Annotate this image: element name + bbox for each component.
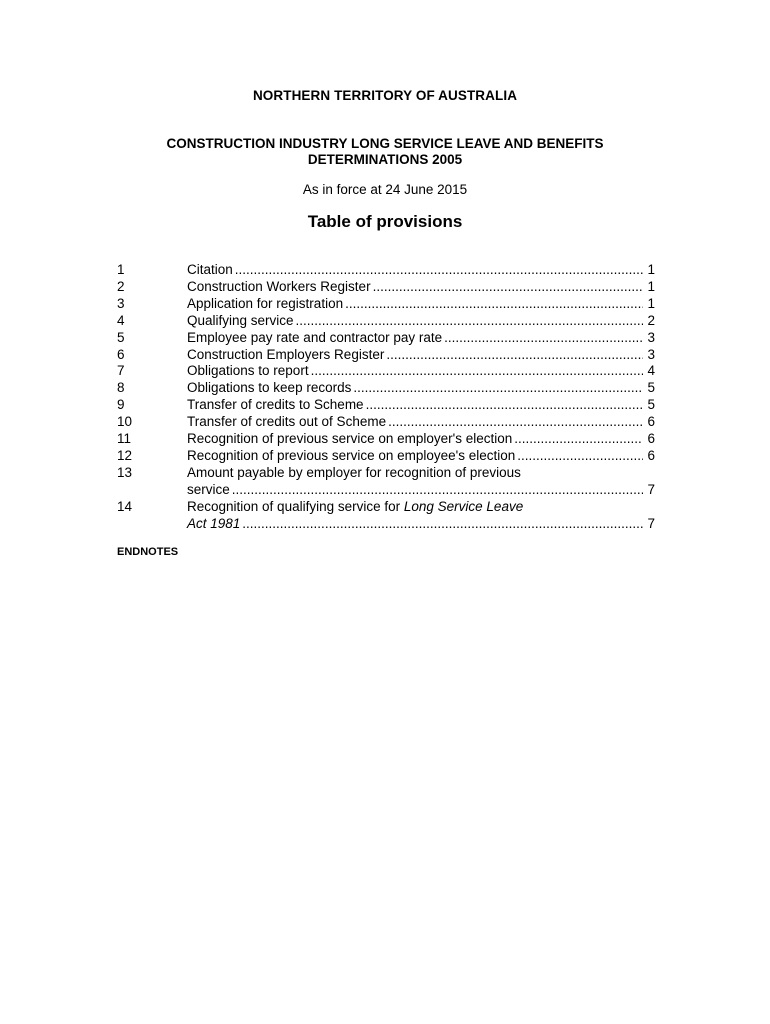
dot-leader (444, 330, 643, 347)
toc-entry-title: Construction Workers Register (187, 278, 371, 294)
toc-entry-12[interactable] (117, 448, 655, 465)
toc-entry-page: 1 (647, 278, 655, 294)
toc-entry-title-italic: Long Service Leave (403, 498, 524, 514)
toc-entry-14[interactable] (117, 499, 655, 533)
toc-entry-page: 6 (647, 431, 655, 447)
document-title-line-2: DETERMINATIONS 2005 (307, 152, 463, 167)
toc-entry-number: 2 (117, 278, 125, 294)
dot-leader (366, 397, 643, 414)
dot-leader (345, 296, 643, 313)
endnotes-heading[interactable]: ENDNOTES (117, 546, 179, 558)
toc-entry-title-italic-2: Act 1981 (187, 515, 241, 531)
toc-entry-page: 7 (647, 481, 655, 497)
dot-leader (232, 482, 643, 499)
toc-entry-number: 11 (117, 431, 132, 447)
toc-entry-page: 6 (647, 414, 655, 430)
toc-entry-3[interactable] (117, 296, 655, 313)
table-of-provisions (117, 262, 655, 533)
toc-entry-number: 14 (117, 498, 133, 514)
toc-entry-page: 2 (647, 312, 655, 328)
toc-entry-9[interactable] (117, 397, 655, 414)
toc-entry-page: 6 (647, 447, 655, 463)
jurisdiction-heading: NORTHERN TERRITORY OF AUSTRALIA (252, 88, 518, 103)
toc-entry-page: 5 (647, 380, 655, 396)
toc-entry-page: 1 (647, 295, 655, 311)
toc-entry-page: 3 (647, 346, 655, 362)
toc-entry-page: 4 (647, 363, 655, 379)
toc-entry-6[interactable] (117, 347, 655, 364)
toc-entry-title: Citation (187, 262, 233, 277)
toc-entry-page: 7 (647, 515, 655, 531)
in-force-date: As in force at 24 June 2015 (302, 182, 468, 197)
toc-entry-title: Transfer of credits to Scheme (187, 397, 364, 413)
toc-entry-title: Construction Employers Register (187, 346, 385, 362)
toc-entry-title-line-1: Amount payable by employer for recognition of previous (187, 464, 521, 480)
document-title (0, 136, 770, 168)
document-title-line-1: CONSTRUCTION INDUSTRY LONG SERVICE LEAVE AND BENEFITS (166, 136, 604, 151)
toc-entry-5[interactable] (117, 330, 655, 347)
dot-leader (373, 279, 643, 296)
toc-entry-title-line-1 (187, 499, 525, 516)
toc-entry-number: 8 (117, 380, 125, 396)
toc-heading: Table of provisions (307, 212, 463, 231)
toc-entry-number: 13 (117, 464, 133, 480)
dot-leader (386, 347, 643, 364)
toc-entry-number: 7 (117, 363, 125, 379)
toc-entry-title: Obligations to keep records (187, 380, 352, 396)
toc-entry-page: 1 (647, 262, 655, 277)
dot-leader (353, 380, 643, 397)
dot-leader (388, 414, 643, 431)
toc-entry-1[interactable] (117, 262, 655, 279)
toc-entry-title: Recognition of previous service on employee's election (187, 447, 516, 463)
toc-entry-11[interactable] (117, 431, 655, 448)
toc-entry-number: 10 (117, 414, 133, 430)
toc-entry-title-line-2: service (187, 481, 230, 497)
dot-leader (235, 262, 643, 279)
toc-entry-number: 12 (117, 447, 133, 463)
toc-entry-title: Employee pay rate and contractor pay rate (187, 329, 443, 345)
toc-entry-title: Recognition of previous service on employer's election (187, 431, 513, 447)
toc-entry-number: 3 (117, 295, 125, 311)
dot-leader (514, 431, 643, 448)
toc-entry-2[interactable] (117, 279, 655, 296)
toc-entry-13[interactable] (117, 465, 655, 499)
toc-entry-number: 1 (117, 262, 125, 277)
toc-entry-8[interactable] (117, 380, 655, 397)
toc-entry-title: Qualifying service (187, 312, 294, 328)
toc-entry-4[interactable] (117, 313, 655, 330)
toc-entry-number: 9 (117, 397, 125, 413)
toc-entry-title: Obligations to report (187, 363, 309, 379)
toc-entry-number: 6 (117, 346, 125, 362)
toc-entry-10[interactable] (117, 414, 655, 431)
dot-leader (517, 448, 643, 465)
dot-leader (242, 516, 643, 533)
toc-entry-7[interactable] (117, 363, 655, 380)
toc-entry-page: 5 (647, 397, 655, 413)
toc-entry-number: 5 (117, 329, 125, 345)
dot-leader (311, 363, 643, 380)
toc-entry-title: Transfer of credits out of Scheme (187, 414, 387, 430)
toc-entry-number: 4 (117, 312, 125, 328)
toc-entry-title-plain: Recognition of qualifying service for (187, 498, 404, 514)
toc-entry-title: Application for registration (187, 295, 344, 311)
dot-leader (296, 313, 643, 330)
toc-entry-title-line-2 (187, 516, 242, 533)
toc-entry-page: 3 (647, 329, 655, 345)
